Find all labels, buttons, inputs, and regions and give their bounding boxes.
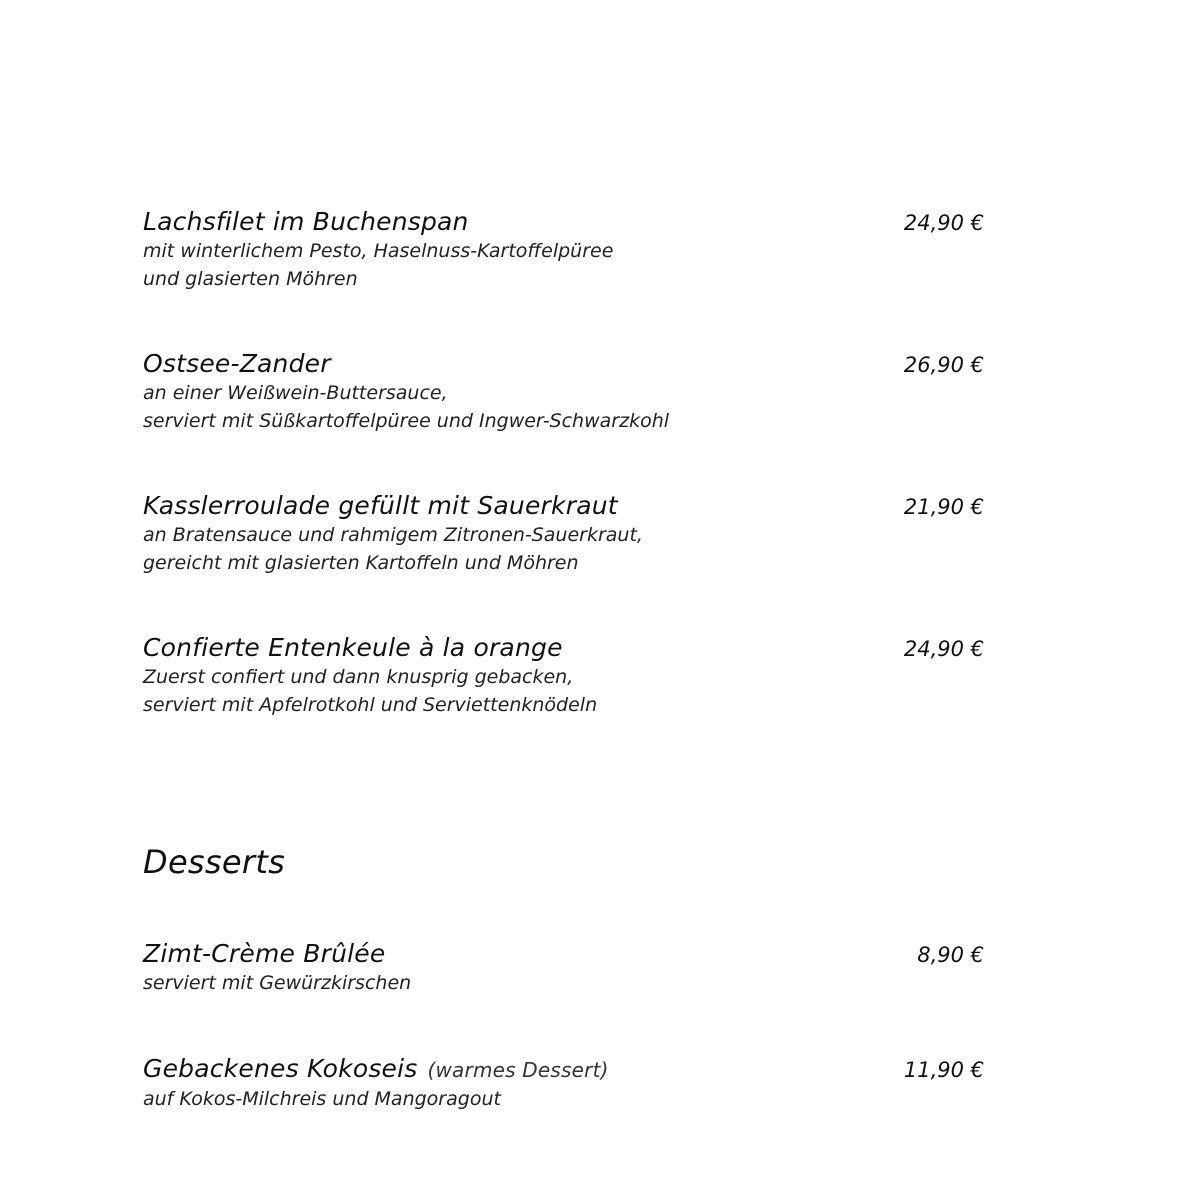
menu-item xyxy=(143,1054,988,1113)
dish-description: serviert mit Süßkartoffelpüree und Ingwer-Schwarzkohl xyxy=(143,410,670,432)
menu-item xyxy=(143,633,988,719)
dish-description: Zuerst confiert und dann knusprig gebacken, xyxy=(143,666,574,688)
dish-description: serviert mit Apfelrotkohl und Serviettenknödeln xyxy=(143,694,598,716)
dish-name: Zimt-Crème Brûlée xyxy=(143,939,386,968)
dish-name: Gebackenes Kokoseis xyxy=(143,1054,418,1083)
dish-price: 26,90 € xyxy=(903,353,984,377)
dish-price: 11,90 € xyxy=(903,1058,984,1082)
dish-name: Lachsfilet im Buchenspan xyxy=(143,207,469,236)
dish-description: an einer Weißwein-Buttersauce, xyxy=(143,382,448,404)
dish-price: 24,90 € xyxy=(903,637,984,661)
dish-name: Kasslerroulade gefüllt mit Sauerkraut xyxy=(143,491,618,520)
dish-name: Confierte Entenkeule à la orange xyxy=(143,633,563,662)
dish-description: mit winterlichem Pesto, Haselnuss-Kartoffelpüree xyxy=(143,240,614,262)
dish-price: 8,90 € xyxy=(917,943,984,967)
dish-name: Ostsee-Zander xyxy=(143,349,331,378)
dish-description: auf Kokos-Milchreis und Mangoragout xyxy=(143,1088,501,1110)
dish-price: 21,90 € xyxy=(903,495,984,519)
dish-note: (warmes Dessert) xyxy=(427,1058,609,1082)
menu-item xyxy=(143,349,988,435)
dish-name-row xyxy=(143,1054,988,1085)
section-heading-desserts: Desserts xyxy=(143,843,286,881)
dish-price: 24,90 € xyxy=(903,211,984,235)
dish-description: gereicht mit glasierten Kartoffeln und Möhren xyxy=(143,552,579,574)
dish-description: an Bratensauce und rahmigem Zitronen-Sauerkraut, xyxy=(143,524,643,546)
menu-item xyxy=(143,207,988,293)
menu-item xyxy=(143,491,988,577)
dish-description: serviert mit Gewürzkirschen xyxy=(143,972,412,994)
menu-item xyxy=(143,939,988,997)
dish-description: und glasierten Möhren xyxy=(143,268,358,290)
